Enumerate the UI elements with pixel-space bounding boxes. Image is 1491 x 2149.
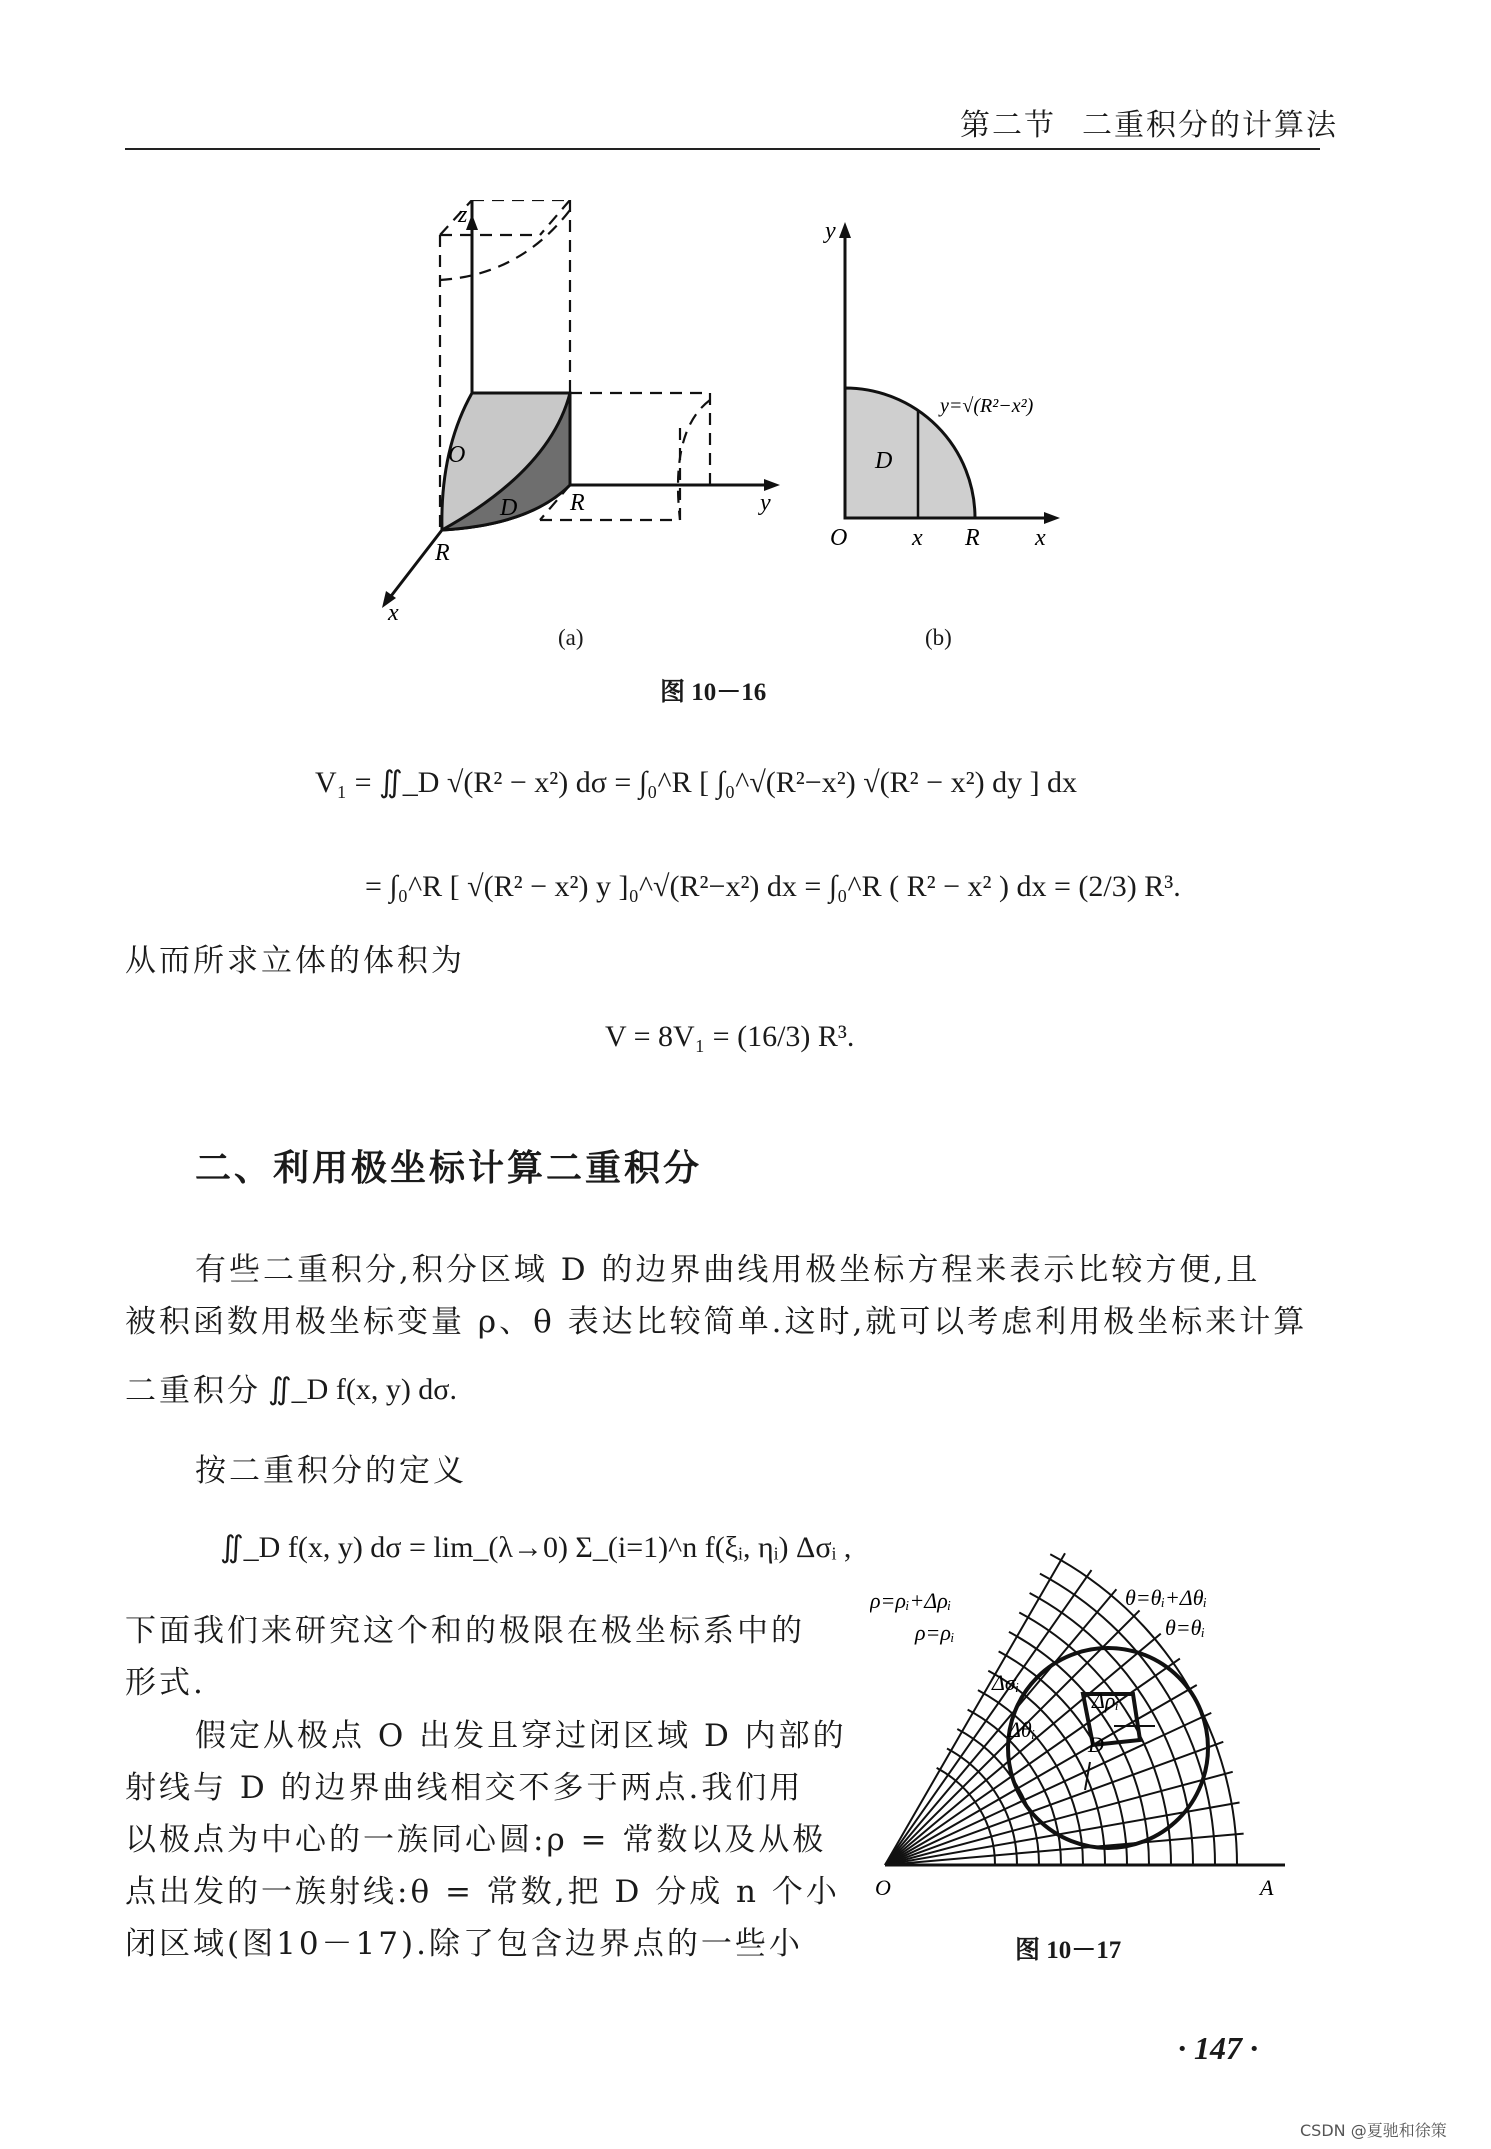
header-section: 第二节 [960, 108, 1056, 143]
para4-line3: 以极点为中心的一族同心圆:ρ = 常数以及从极 [125, 1822, 827, 1858]
header-title: 二重积分的计算法 [1082, 108, 1338, 143]
label-D-a: D [500, 495, 518, 521]
label-O-a: O [448, 442, 466, 468]
label-R-a2: R [435, 540, 450, 566]
label-delta-theta: Δθᵢ [1008, 1717, 1036, 1742]
label-x-a: x [388, 600, 399, 620]
para1-line3-expr: ∬_D f(x, y) dσ. [268, 1373, 457, 1406]
label-y-b: y [825, 218, 836, 244]
figure-17-caption: 图 10－17 [1015, 1937, 1122, 1964]
label-y-a: y [760, 490, 771, 516]
label-z: z [458, 202, 468, 228]
label-rho-plus: ρ=ρᵢ+Δρᵢ [870, 1588, 952, 1613]
equation-v1-line1: V₁ = ∬_D √(R² − x²) dσ = ∫₀^R [ ∫₀^√(R²−x²) √(R² − x²) dy ] dx [315, 766, 1078, 799]
para1-line3-prefix: 二重积分 [125, 1373, 261, 1409]
label-R-b: R [965, 525, 980, 551]
label-D-17: D [1088, 1732, 1104, 1757]
para3-line2: 形式. [125, 1665, 206, 1701]
label-A-17: A [1260, 1875, 1274, 1900]
label-delta-sigma: Δσᵢ [992, 1670, 1020, 1695]
label-rho: ρ=ρᵢ [915, 1620, 955, 1645]
equation-riemann: ∬_D f(x, y) dσ = lim_(λ→0) Σ_(i=1)^n f(ξᵢ, ηᵢ) Δσᵢ , [220, 1531, 852, 1564]
figure-16-panel-b-caption: (b) [925, 625, 952, 650]
x-axis [388, 530, 442, 600]
figure-16-panel-a-caption: (a) [558, 625, 584, 650]
watermark: CSDN @夏驰和徐策 [1300, 2121, 1447, 2140]
para1-line2: 被积函数用极坐标变量 ρ、θ 表达比较简单.这时,就可以考虑利用极坐标来计算 [125, 1304, 1308, 1340]
figure-10-16 [370, 200, 1090, 620]
para4-line5: 闭区域(图10－17).除了包含边界点的一些小 [125, 1926, 803, 1962]
figure-16-caption: 图 10－16 [660, 679, 767, 706]
volume-intro-text: 从而所求立体的体积为 [125, 943, 465, 979]
para4-line2: 射线与 D 的边界曲线相交不多于两点.我们用 [125, 1770, 804, 1806]
figure-16-panel-b [839, 222, 1060, 524]
label-D-b: D [875, 448, 893, 474]
equation-v-total: V = 8V₁ = (16/3) R³. [605, 1020, 855, 1053]
header-rule [125, 148, 1320, 150]
curve-equation-label: y=√(R²−x²) [940, 395, 1034, 417]
para1-line1: 有些二重积分,积分区域 D 的边界曲线用极坐标方程来表示比较方便,且 [195, 1252, 1261, 1288]
label-O-17: O [875, 1875, 891, 1900]
section-heading: 二、利用极坐标计算二重积分 [195, 1148, 703, 1189]
para4-line1: 假定从极点 O 出发且穿过闭区域 D 内部的 [195, 1718, 847, 1754]
para3-line1: 下面我们来研究这个和的极限在极坐标系中的 [125, 1613, 805, 1649]
polar-ray [885, 1713, 1211, 1865]
label-x-tick-b: x [912, 525, 923, 551]
label-theta: θ=θᵢ [1165, 1615, 1205, 1640]
label-theta-plus: θ=θᵢ+Δθᵢ [1125, 1585, 1207, 1610]
para2: 按二重积分的定义 [195, 1453, 467, 1489]
equation-v1-line2: = ∫₀^R [ √(R² − x²) y ]₀^√(R²−x²) dx = ∫₀^R ( R² − x² ) dx = (2/3) R³. [365, 870, 1181, 903]
label-delta-rho: Δρᵢ [1092, 1688, 1119, 1713]
label-R-a1: R [570, 490, 585, 516]
figure-10-17 [870, 1530, 1300, 1910]
page-number: · 147 · [1178, 2030, 1258, 2066]
para4-line4: 点出发的一族射线:θ = 常数,把 D 分成 n 个小 [125, 1874, 840, 1910]
z-arrow [466, 214, 478, 230]
label-x-b: x [1035, 525, 1046, 551]
label-O-b: O [830, 525, 848, 551]
